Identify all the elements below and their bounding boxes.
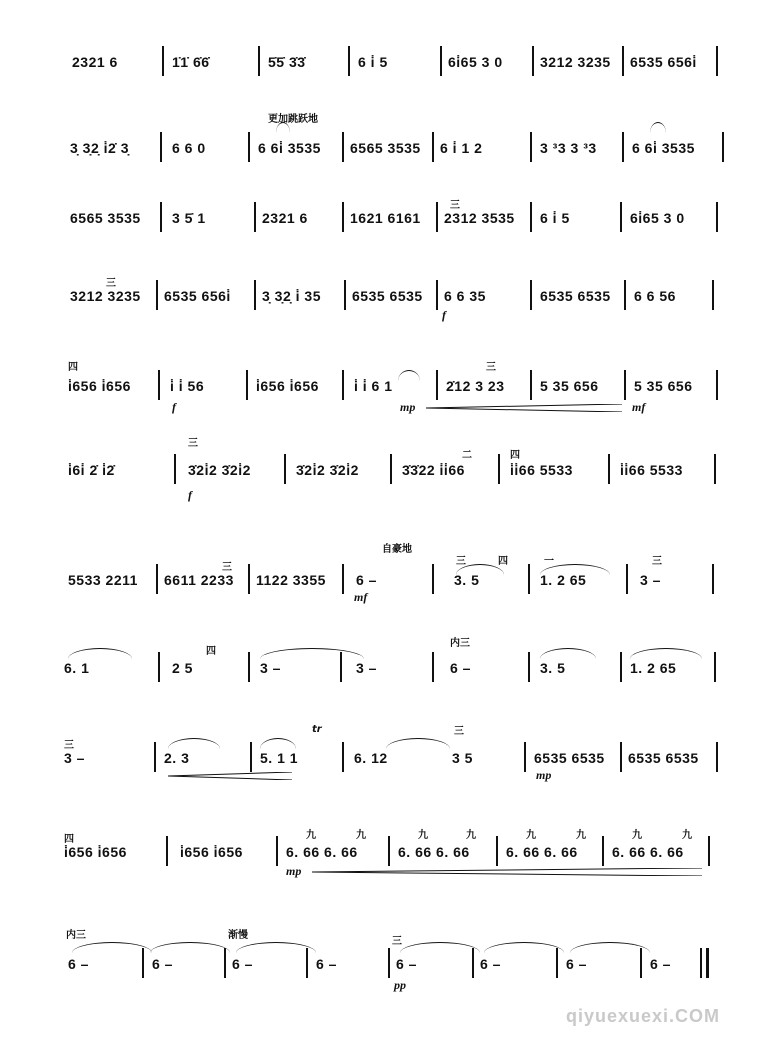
barline [440,46,442,76]
barline [714,454,716,484]
measure: 3 5̇ 1 [172,210,206,226]
measure: 3 ³3 3 ³3 [540,140,597,156]
string-position-mark: 一 [544,556,554,567]
measure: 6 6i̇ 3535 [632,140,695,156]
measure: i̇i̇66 5533 [510,462,573,478]
barline [348,46,350,76]
measure: i̇i̇66 5533 [620,462,683,478]
measure: 3̣ 3̣2̣ i̇ 35 [262,288,321,304]
measure: 6611 2233 [164,572,234,588]
measure: 2 5 [172,660,193,676]
string-position-mark: 四 [68,362,78,373]
tie-slur [650,122,666,133]
measure: 6 – [396,956,417,972]
measure: i̇656 i̇656 [180,844,243,860]
barline [254,280,256,310]
barline [624,370,626,400]
barline [342,370,344,400]
barline [622,46,624,76]
measure: i̇6i̇ 2̇ i̇2̇ [68,462,115,478]
barline [708,836,710,866]
staff-row-7 [0,530,780,622]
notes-line [0,656,780,680]
barline [700,948,702,978]
barline [714,652,716,682]
measure: 6. 1 [64,660,90,676]
barline [528,652,530,682]
barline [250,742,252,772]
barline [528,564,530,594]
barline [248,132,250,162]
string-position-mark: 三 [456,556,466,567]
staff-row-10 [0,806,780,898]
barline [248,564,250,594]
barline [284,454,286,484]
string-position-mark: 四 [64,834,74,845]
measure: 6 6 56 [634,288,676,304]
barline [620,202,622,232]
barline [716,46,718,76]
string-position-mark: 三 [454,726,464,737]
measure: i̇656 i̇656 [256,378,319,394]
measure: i̇656 i̇656 [64,844,127,860]
measure: 6 – [152,956,173,972]
measure: 6. 66 6. 66 [612,844,684,860]
barline [432,132,434,162]
barline [340,652,342,682]
measure: 6 – [232,956,253,972]
barline [608,454,610,484]
barline [156,280,158,310]
barline [498,454,500,484]
string-position-mark: 内三 [66,930,86,941]
barline [622,132,624,162]
barline [532,46,534,76]
barline [390,454,392,484]
string-position-mark: 三 [188,438,198,449]
barline [436,370,438,400]
barline [248,652,250,682]
barline [224,948,226,978]
dynamic-marking: f [442,308,446,322]
measure: 3. 5 [454,572,480,588]
measure: 1̇1̇ 6̇6̇ [172,54,210,70]
notes-line [0,746,780,770]
barline [722,132,724,162]
measure: 5. 1 1 [260,750,299,766]
barline [162,46,164,76]
barline [620,742,622,772]
barline [436,280,438,310]
measure: 2321 6 [72,54,118,70]
barline [712,564,714,594]
string-position-mark: 内三 [450,638,470,649]
measure: 6i̇65 3 0 [448,54,503,70]
measure: 6535 6535 [628,750,699,766]
measure: 6 – [68,956,89,972]
measure: 6 – [356,572,377,588]
barline [166,836,168,866]
measure: i̇656 i̇656 [68,378,131,394]
measure: 6 6 0 [172,140,206,156]
measure: 6. 66 6. 66 [398,844,470,860]
barline [524,742,526,772]
string-position-mark: 四 [206,646,216,657]
barline [530,202,532,232]
barline [716,742,718,772]
measure: 6535 6535 [534,750,605,766]
string-position-mark: 九 [306,830,316,841]
string-position-mark: 三 [106,278,116,289]
string-position-mark: 三 [64,740,74,751]
measure: 6 i̇ 5 [540,210,570,226]
string-position-mark: 三 [450,200,460,211]
string-position-mark: 九 [356,830,366,841]
measure: 3 – [640,572,661,588]
tempo-marking: 渐慢 [228,930,248,941]
measure: 6 i̇ 1 2 [440,140,483,156]
measure: 6 – [566,956,587,972]
barline [640,948,642,978]
measure: 2312 3535 [444,210,515,226]
barline [160,202,162,232]
measure: 6 – [480,956,501,972]
measure: 6. 66 6. 66 [286,844,358,860]
barline [712,280,714,310]
measure: 1621 6161 [350,210,421,226]
barline [160,132,162,162]
measure: 5̇5̇ 3̇3̇ [268,54,306,70]
dynamic-marking: f [188,488,192,502]
barline [626,564,628,594]
staff-row-3 [0,182,780,274]
measure: 3212 3235 [70,288,141,304]
notes-line [0,50,780,74]
measure: 3̣ 3̣2̣ i̇2̇ 3̣ [70,140,129,156]
barline [306,948,308,978]
tempo-marking: 更加跳跃地 [268,114,318,125]
crescendo-hairpin [312,868,702,876]
final-barline [706,948,709,978]
barline [530,132,532,162]
barline [276,836,278,866]
dynamic-marking: mp [286,864,302,878]
dynamic-marking: f [172,400,176,414]
measure: 3̇3̇22 i̇i̇66 [402,462,465,478]
string-position-mark: 九 [466,830,476,841]
string-position-mark: 九 [576,830,586,841]
barline [602,836,604,866]
trill-mark: tr [312,724,322,735]
barline [158,652,160,682]
measure: 6535 656i̇ [630,54,697,70]
measure: 3 5 [452,750,473,766]
barline [174,454,176,484]
crescendo-hairpin [426,404,622,412]
measure: 6565 3535 [350,140,421,156]
barline [530,280,532,310]
barline [472,948,474,978]
crescendo-hairpin [168,772,292,780]
barline [716,370,718,400]
barline [258,46,260,76]
staff-row-8 [0,622,780,714]
barline [342,742,344,772]
notes-line [0,374,780,398]
measure: i̇ i̇ 6 1 [354,378,393,394]
measure: 6 i̇ 5 [358,54,388,70]
barline [432,652,434,682]
string-position-mark: 四 [498,556,508,567]
barline [388,948,390,978]
measure: 6. 12 [354,750,388,766]
barline [436,202,438,232]
notes-line [0,568,780,592]
staff-row-5 [0,340,780,432]
dynamic-marking: mf [632,400,646,414]
barline [342,132,344,162]
measure: 3. 5 [540,660,566,676]
string-position-mark: 九 [682,830,692,841]
measure: 6565 3535 [70,210,141,226]
measure: 5 35 656 [540,378,599,394]
measure: 6 – [650,956,671,972]
measure: 6 – [450,660,471,676]
barline [342,564,344,594]
notes-line [0,206,780,230]
measure: 1122 3355 [256,572,326,588]
measure: 3̇2i̇2 3̇2i̇2 [296,462,359,478]
barline [156,564,158,594]
string-position-mark: 九 [418,830,428,841]
measure: 3̇2i̇2 3̇2i̇2 [188,462,251,478]
barline [342,202,344,232]
measure: 3 – [260,660,281,676]
measure: 6 – [316,956,337,972]
measure: 2321 6 [262,210,308,226]
string-position-mark: 二 [462,450,472,461]
measure: 5 35 656 [634,378,693,394]
staff-row-1 [0,18,780,110]
barline [254,202,256,232]
staff-row-2 [0,100,780,192]
string-position-mark: 三 [652,556,662,567]
barline [496,836,498,866]
barline [246,370,248,400]
measure: 6i̇65 3 0 [630,210,685,226]
notes-line [0,284,780,308]
dynamic-marking: mp [536,768,552,782]
string-position-mark: 三 [486,362,496,373]
staff-row-11 [0,904,780,996]
measure: 6535 6535 [540,288,611,304]
measure: 3 – [64,750,85,766]
string-position-mark: 九 [632,830,642,841]
barline [142,948,144,978]
barline [624,280,626,310]
measure: 1. 2 65 [540,572,587,588]
measure: 3 – [356,660,377,676]
barline [620,652,622,682]
measure: 3212 3235 [540,54,611,70]
measure: 1. 2 65 [630,660,677,676]
barline [432,564,434,594]
dynamic-marking: mf [354,590,368,604]
measure: 2. 3 [164,750,190,766]
barline [158,370,160,400]
barline [716,202,718,232]
string-position-mark: 九 [526,830,536,841]
measure: 5533 2211 [68,572,138,588]
tempo-marking: 自豪地 [382,544,412,555]
dynamic-marking: pp [394,978,406,992]
site-watermark: qiyuexuexi.COM [566,1006,721,1026]
barline [388,836,390,866]
string-position-mark: 四 [510,450,520,461]
notes-line [0,136,780,160]
string-position-mark: 三 [222,562,232,573]
notes-line [0,952,780,976]
measure: 6 6 35 [444,288,486,304]
dynamic-marking: mp [400,400,416,414]
staff-row-6 [0,422,780,514]
barline [154,742,156,772]
measure: 6535 6535 [352,288,423,304]
measure: i̇ i̇ 56 [170,378,205,394]
barline [344,280,346,310]
measure: 6. 66 6. 66 [506,844,578,860]
notes-line [0,840,780,864]
string-position-mark: 三 [392,936,402,947]
barline [556,948,558,978]
staff-row-9 [0,712,780,804]
measure: 2̇12 3 23 [446,378,505,394]
measure: 6535 656i̇ [164,288,231,304]
measure: 6 6i̇ 3535 [258,140,321,156]
barline [530,370,532,400]
